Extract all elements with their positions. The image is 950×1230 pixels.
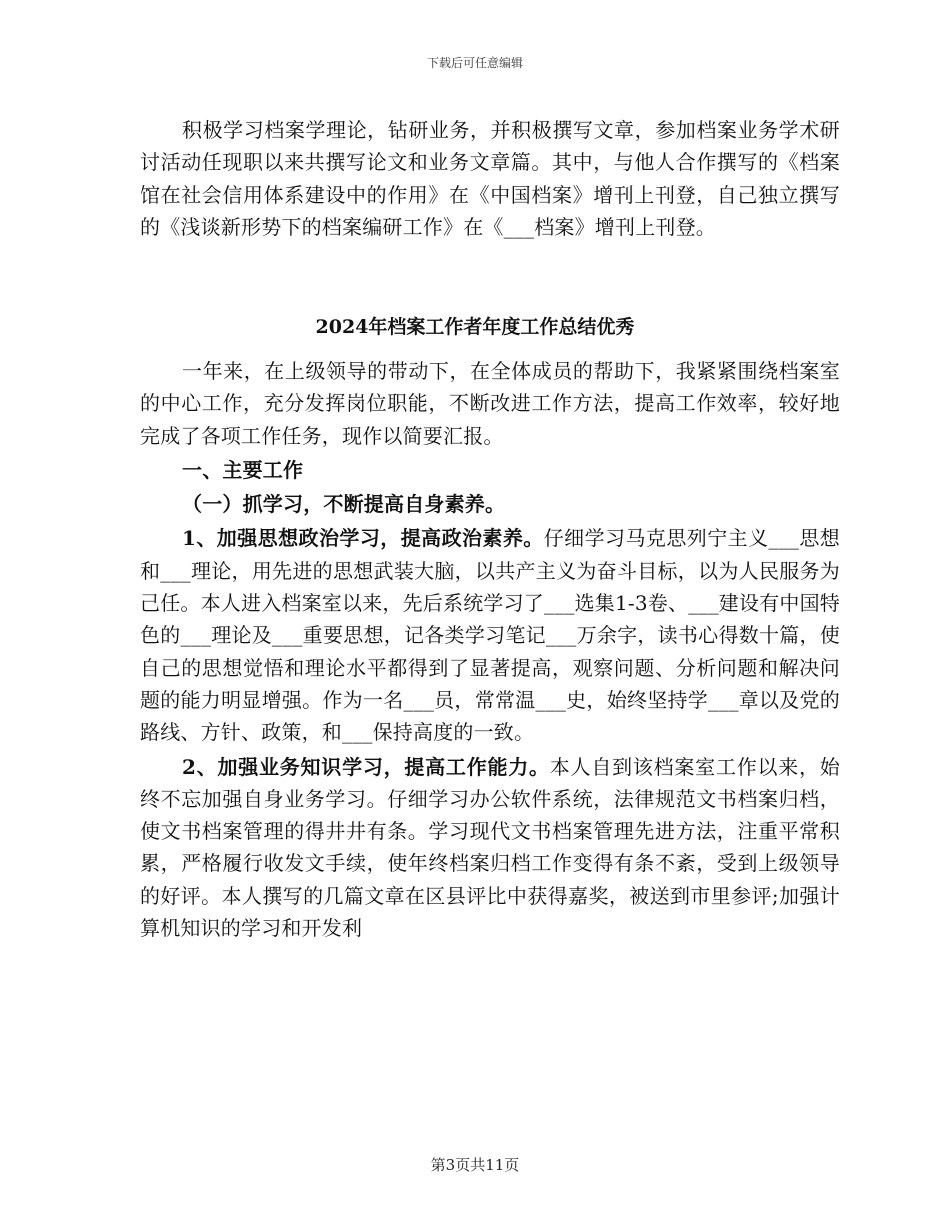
item-2-lead: 2、加强业务知识学习，提高工作能力。: [182, 754, 550, 779]
document-title: 2024年档案工作者年度工作总结优秀: [315, 316, 635, 338]
item-2-text: 本人自到该档案室工作以来，始终不忘加强自身业务学习。仔细学习办公软件系统，法律规范文书档案归档，使文书档案管理的得井井有条。学习现代文书档案管理先进方法，注重平常积累，严格履行收发文手续，使年终档案归档工作变得有条不紊，受到上级领导的好评。本人撰写的几篇文章在区县评比中获得嘉奖，被送到市里参评;加强计算机知识的学习和开发利: [140, 754, 840, 941]
item-1-text: 仔细学习马克思列宁主义___思想和___理论，用先进的思想武装大脑，以共产主义为奋斗目标，以为人民服务为己任。本人进入档案室以来，先后系统学习了___选集1-3卷、___建设有中国特色的___理论及___重要思想，记各类学习笔记___万余字，读书心得数十篇，使自己的思想觉悟和理论水平都得到了显著提高，观察问题、分析问题和解决问题的能力明显增强。作为一名___员，常常温___史，始终坚持学___章以及党的路线、方针、政策，和___保持高度的一致。: [140, 526, 841, 745]
intro-paragraph: 积极学习档案学理论，钻研业务，并积极撰写文章，参加档案业务学术研讨活动任现职以来共撰写论文和业务文章篇。其中，与他人合作撰写的《档案馆在社会信用体系建设中的作用》在《中国档案》增刊上刊登，自己独立撰写的《浅谈新形势下的档案编研工作》在《___档案》增刊上刊登。: [140, 118, 840, 239]
subsection-heading: （一）抓学习，不断提高自身素养。: [182, 492, 506, 517]
section-heading: 一、主要工作: [182, 457, 304, 482]
item-1-lead: 1、加强思想政治学习，提高政治素养。: [182, 526, 544, 551]
page-footer: 第3页共11页: [430, 1156, 520, 1174]
opening-paragraph: 一年来，在上级领导的带动下，在全体成员的帮助下，我紧紧围绕档案室的中心工作，充分发挥岗位职能，不断改进工作方法，提高工作效率，较好地完成了各项工作任务，现作以简要汇报。: [140, 359, 840, 448]
page-header: 下载后可任意编辑: [426, 56, 523, 70]
item-2-paragraph: [140, 751, 840, 945]
item-1-paragraph: [140, 522, 840, 748]
main-body: [140, 355, 840, 944]
intro-block: [140, 114, 840, 243]
